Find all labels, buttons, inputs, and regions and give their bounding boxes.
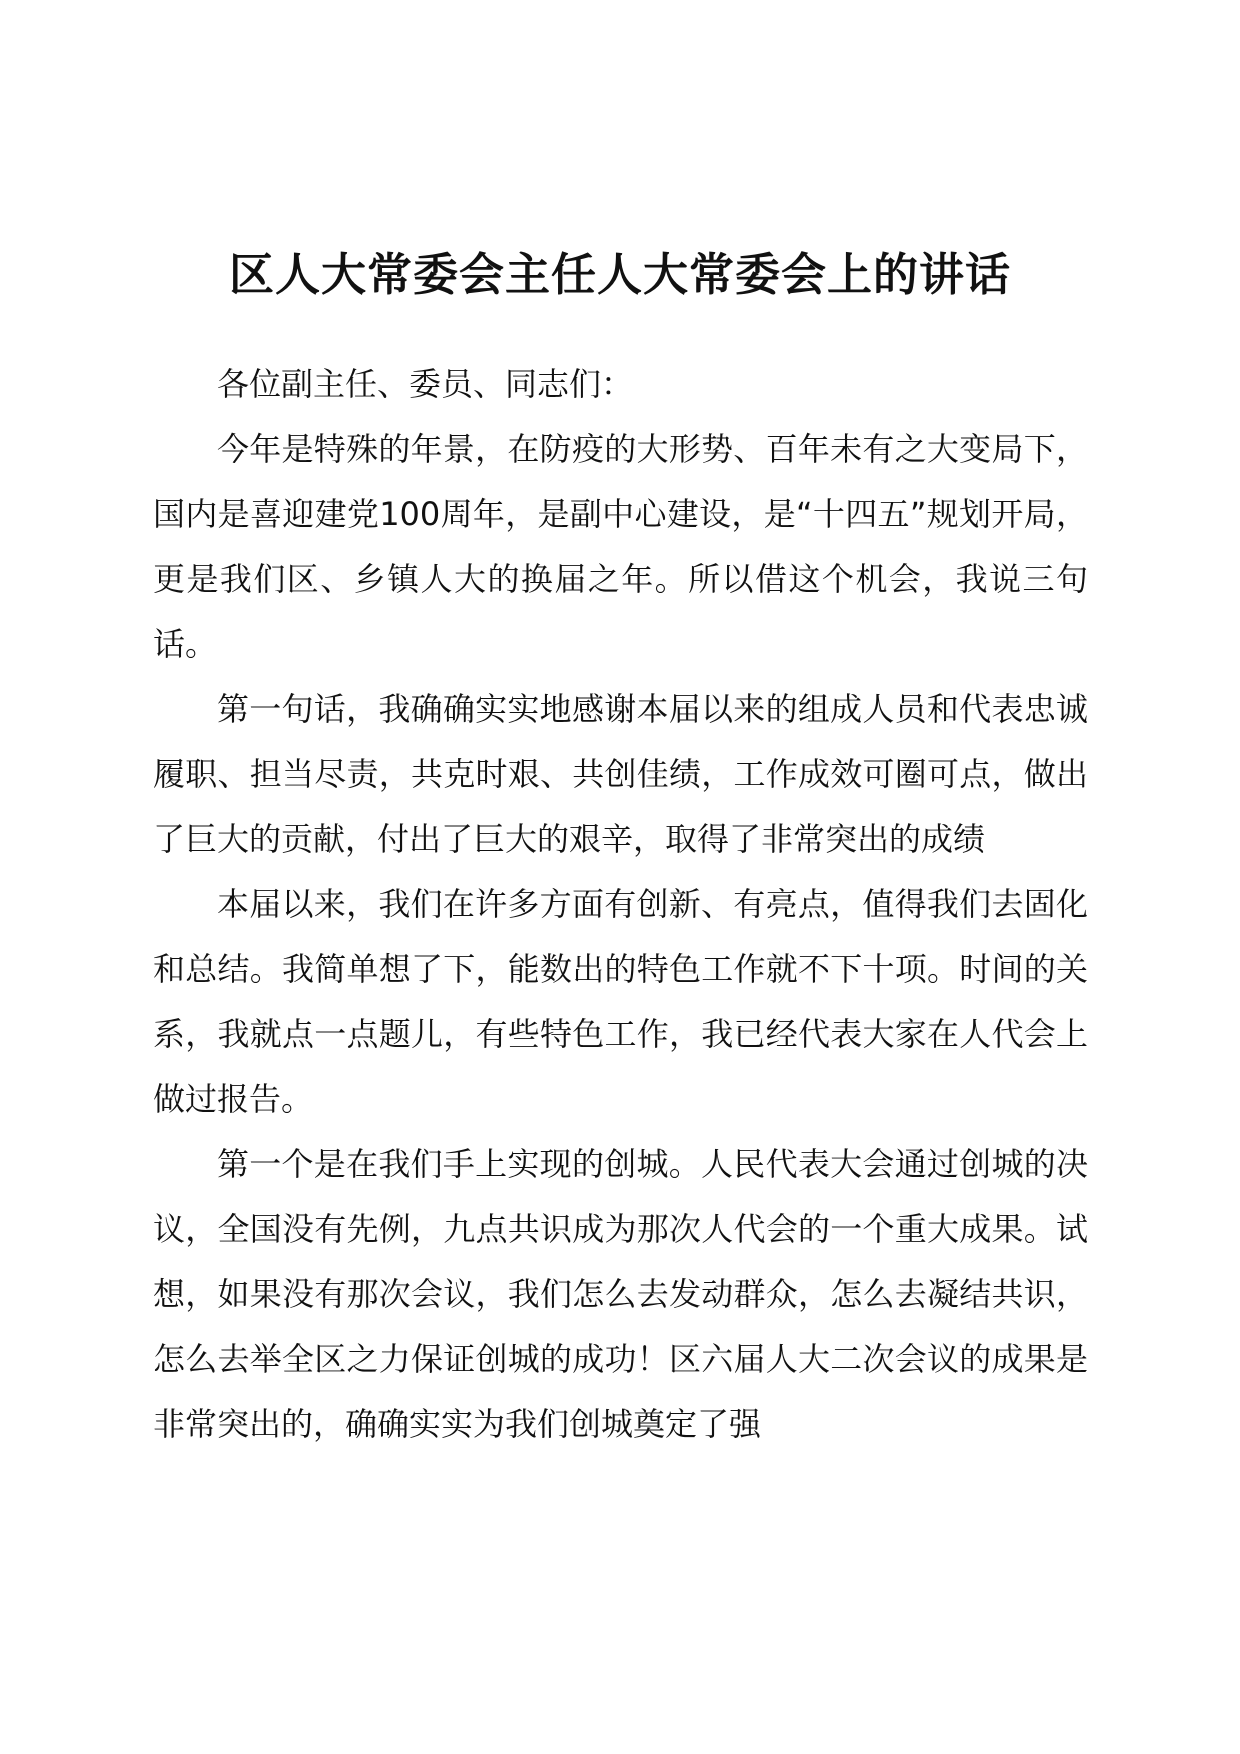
- body-paragraph: 第一句话，我确确实实地感谢本届以来的组成人员和代表忠诚履职、担当尽责，共克时艰、共创佳绩，工作成效可圈可点，做出了巨大的贡献，付出了巨大的艰辛，取得了非常突出的成绩: [153, 690, 1088, 858]
- body-paragraph: 第一个是在我们手上实现的创城。人民代表大会通过创城的决议，全国没有先例，九点共识成为那次人代会的一个重大成果。试想，如果没有那次会议，我们怎么去发动群众，怎么去凝结共识，怎么去举全区之力保证创城的成功！区六届人大二次会议的成果是非常突出的，确确实实为我们创城奠定了强: [153, 1145, 1088, 1443]
- salutation-paragraph: 各位副主任、委员、同志们：: [217, 365, 634, 403]
- body-paragraph: 本届以来，我们在许多方面有创新、有亮点，值得我们去固化和总结。我简单想了下，能数出的特色工作就不下十项。时间的关系，我就点一点题儿，有些特色工作，我已经代表大家在人代会上做过报告。: [153, 885, 1088, 1118]
- body-paragraph: 今年是特殊的年景，在防疫的大形势、百年未有之大变局下，国内是喜迎建党100周年，是副中心建设，是“十四五”规划开局，更是我们区、乡镇人大的换届之年。所以借这个机会，我说三句话。: [153, 430, 1088, 663]
- document-title: 区人大常委会主任人大常委会上的讲话: [228, 248, 1011, 301]
- document-body: [153, 352, 1088, 1457]
